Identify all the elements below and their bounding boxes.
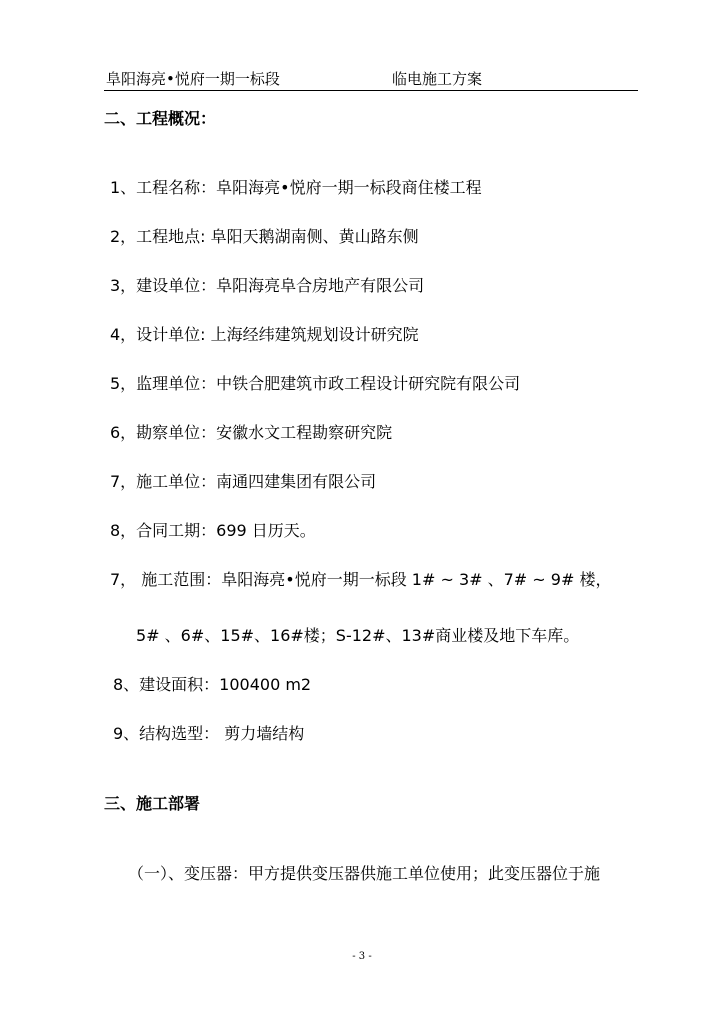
overview-item-supervisor: 5，监理单位：中铁合肥建筑市政工程设计研究院有限公司 (110, 374, 521, 393)
header-document-title: 临电施工方案 (392, 70, 483, 88)
header-project-title: 阜阳海亮•悦府一期一标段 (106, 70, 280, 88)
overview-item-scope: 7， 施工范围：阜阳海亮•悦府一期一标段 1# ~ 3# 、7# ~ 9# 楼， (110, 570, 612, 589)
overview-item-designer: 4，设计单位: 上海经纬建筑规划设计研究院 (110, 325, 419, 344)
overview-item-duration: 8，合同工期：699 日历天。 (110, 521, 316, 540)
overview-item-surveyor: 6，勘察单位：安徽水文工程勘察研究院 (110, 423, 393, 442)
deployment-heading: 三、施工部署 (104, 794, 201, 813)
overview-heading: 二、工程概况： (104, 109, 217, 128)
overview-item-location: 2，工程地点: 阜阳天鹅湖南侧、黄山路东侧 (110, 227, 419, 246)
page-header (104, 66, 638, 91)
deployment-paragraph: （一）、变压器：甲方提供变压器供施工单位使用；此变压器位于施 (128, 864, 601, 883)
overview-item-scope-continued: 5# 、6#、15#、16#楼；S-12#、13#商业楼及地下车库。 (136, 626, 580, 645)
overview-item-project-name: 1、工程名称：阜阳海亮•悦府一期一标段商住楼工程 (110, 178, 482, 197)
page-number: - 3 - (352, 951, 372, 962)
overview-item-structure: 9、结构选型： 剪力墙结构 (113, 724, 305, 743)
overview-item-contractor: 7，施工单位：南通四建集团有限公司 (110, 472, 377, 491)
overview-item-area: 8、建设面积：100400 m2 (113, 675, 312, 694)
overview-item-developer: 3，建设单位：阜阳海亮阜合房地产有限公司 (110, 276, 425, 295)
